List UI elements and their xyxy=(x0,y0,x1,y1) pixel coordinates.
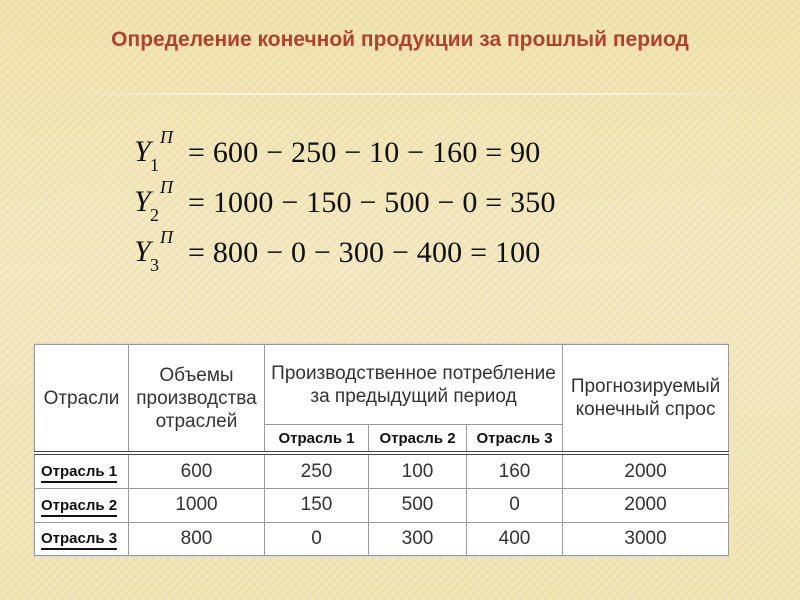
equation-2-lhs xyxy=(130,177,188,225)
header-demand: Прогнозируемый конечный спрос xyxy=(563,345,729,454)
equation-1-subscript: 1 xyxy=(150,155,159,175)
cell-consumption-1: 150 xyxy=(265,489,369,522)
row-label-text: Отрасль 3 xyxy=(41,530,117,550)
equation-3-lhs xyxy=(130,227,188,275)
equation-1 xyxy=(130,128,650,178)
data-table-container xyxy=(34,344,728,556)
row-label xyxy=(35,522,129,555)
table-row xyxy=(35,453,729,489)
equation-1-superscript: П xyxy=(160,127,173,147)
table-row xyxy=(35,489,729,522)
subheader-industry-1: Отрасль 1 xyxy=(265,425,369,454)
equation-3-rhs: = 800 − 0 − 300 − 400 = 100 xyxy=(188,236,541,269)
cell-demand: 2000 xyxy=(563,453,729,489)
equation-3-variable: Y xyxy=(134,235,151,268)
row-label xyxy=(35,453,129,489)
row-label xyxy=(35,489,129,522)
header-consumption: Производственное потребление за предыдущий период xyxy=(265,345,563,425)
cell-consumption-3: 0 xyxy=(467,489,563,522)
cell-volume: 800 xyxy=(129,522,265,555)
subheader-industry-3: Отрасль 3 xyxy=(467,425,563,454)
cell-demand: 2000 xyxy=(563,489,729,522)
cell-consumption-3: 400 xyxy=(467,522,563,555)
title-divider xyxy=(60,93,760,95)
equation-2-variable: Y xyxy=(134,185,151,218)
equation-3-superscript: П xyxy=(160,227,173,247)
equations-block xyxy=(130,128,650,278)
equation-1-variable: Y xyxy=(134,135,151,168)
table-row xyxy=(35,522,729,555)
cell-consumption-2: 300 xyxy=(369,522,467,555)
equation-2 xyxy=(130,178,650,228)
equation-2-subscript: 2 xyxy=(150,205,159,225)
subheader-industry-2: Отрасль 2 xyxy=(369,425,467,454)
cell-consumption-2: 100 xyxy=(369,453,467,489)
equation-2-rhs: = 1000 − 150 − 500 − 0 = 350 xyxy=(188,186,556,219)
cell-volume: 1000 xyxy=(129,489,265,522)
equation-2-superscript: П xyxy=(160,177,173,197)
slide-title: Определение конечной продукции за прошлый период xyxy=(111,28,689,51)
header-industries: Отрасли xyxy=(35,345,129,454)
cell-consumption-2: 500 xyxy=(369,489,467,522)
data-table xyxy=(34,344,729,556)
equation-1-rhs: = 600 − 250 − 10 − 160 = 90 xyxy=(188,136,541,169)
cell-demand: 3000 xyxy=(563,522,729,555)
row-label-text: Отрасль 2 xyxy=(41,497,117,517)
cell-consumption-1: 250 xyxy=(265,453,369,489)
cell-consumption-3: 160 xyxy=(467,453,563,489)
equation-1-lhs xyxy=(130,127,188,175)
cell-consumption-1: 0 xyxy=(265,522,369,555)
table-header-row xyxy=(35,345,729,425)
header-volumes: Объемы производства отраслей xyxy=(129,345,265,454)
row-label-text: Отрасль 1 xyxy=(41,463,117,483)
equation-3-subscript: 3 xyxy=(150,255,159,275)
cell-volume: 600 xyxy=(129,453,265,489)
equation-3 xyxy=(130,228,650,278)
